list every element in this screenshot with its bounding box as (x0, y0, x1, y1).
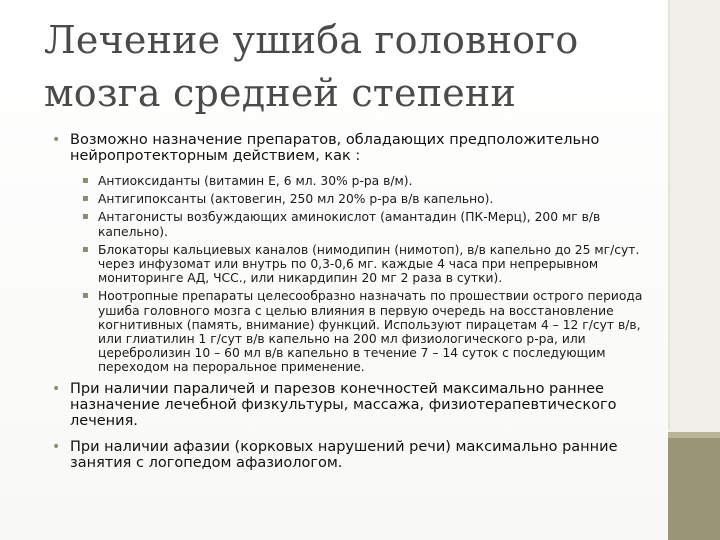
bullet-icon: • (52, 132, 61, 148)
sub-bullet-icon: ▪ (82, 243, 89, 255)
title-line-1: Лечение ушиба головного (44, 18, 579, 62)
sub-bullet-text: Антагонисты возбуждающих аминокислот (амантадин (ПК-Мерц), 200 мг в/в капельно). (98, 210, 601, 239)
sub-bullet-icon: ▪ (82, 175, 89, 186)
sub-bullet-item (70, 210, 664, 238)
sub-bullet-text: Антигипоксанты (актовегин, 250 мл 20% р-ра в/в капельно). (98, 192, 494, 207)
right-band-edge (668, 0, 670, 430)
sub-bullet-text: Ноотропные препараты целесообразно назначать по прошествии острого периода ушиба головного мозга с целью влияния в первую очередь на восстановление когнитивных (память, внимание) функций. Используют пирацетам 4 – 12 г/сут в/в, или глиатилин 1 г/сут в/в капельно на 200 мл физиологического р-ра, или церебролизин 10 – 60 мл в/в капельно в течение 7 – 14 суток с последующим переходом на пероральное применение. (98, 289, 643, 375)
sub-bullet-icon: ▪ (82, 211, 89, 223)
bullet-item (52, 439, 664, 471)
bullet-icon: • (52, 380, 61, 397)
bullet-text: Возможно назначение препаратов, обладающих предположительно нейропротекторным действием, как : (70, 132, 600, 164)
slide-title (44, 14, 644, 120)
slide-body (52, 132, 664, 481)
sub-bullet-text: Антиоксиданты (витамин Е, 6 мл. 30% р-ра в/м). (98, 174, 413, 188)
sub-bullet-item (70, 289, 664, 374)
sub-bullet-list (52, 174, 664, 375)
sub-bullet-item (70, 192, 664, 206)
bullet-item (52, 381, 664, 429)
bullet-text: При наличии параличей и парезов конечностей максимально раннее назначение лечебной физкультуры, массажа, физиотерапевтического лечения. (70, 380, 617, 429)
bullet-icon: • (52, 438, 61, 455)
sub-bullet-icon: ▪ (82, 193, 89, 205)
accent-block-highlight (668, 432, 720, 438)
sub-bullet-item (70, 174, 664, 188)
sub-bullet-text: Блокаторы кальциевых каналов (нимодипин (нимотоп), в/в капельно до 25 мг/сут. через инфузомат или внутрь по 0,3-0,6 мг. каждые 4 часа при непрерывном мониторинге АД, ЧСС., или никардипин 20 мг 2 раза в сутки). (98, 242, 640, 286)
bullet-item (52, 132, 664, 164)
bullet-text: При наличии афазии (корковых нарушений речи) максимально ранние занятия с логопедом афазиологом. (70, 438, 618, 471)
sub-bullet-icon: ▪ (82, 290, 89, 302)
sub-bullet-item (70, 243, 664, 286)
accent-block (668, 432, 720, 540)
title-line-2: мозга средней степени (44, 71, 516, 115)
